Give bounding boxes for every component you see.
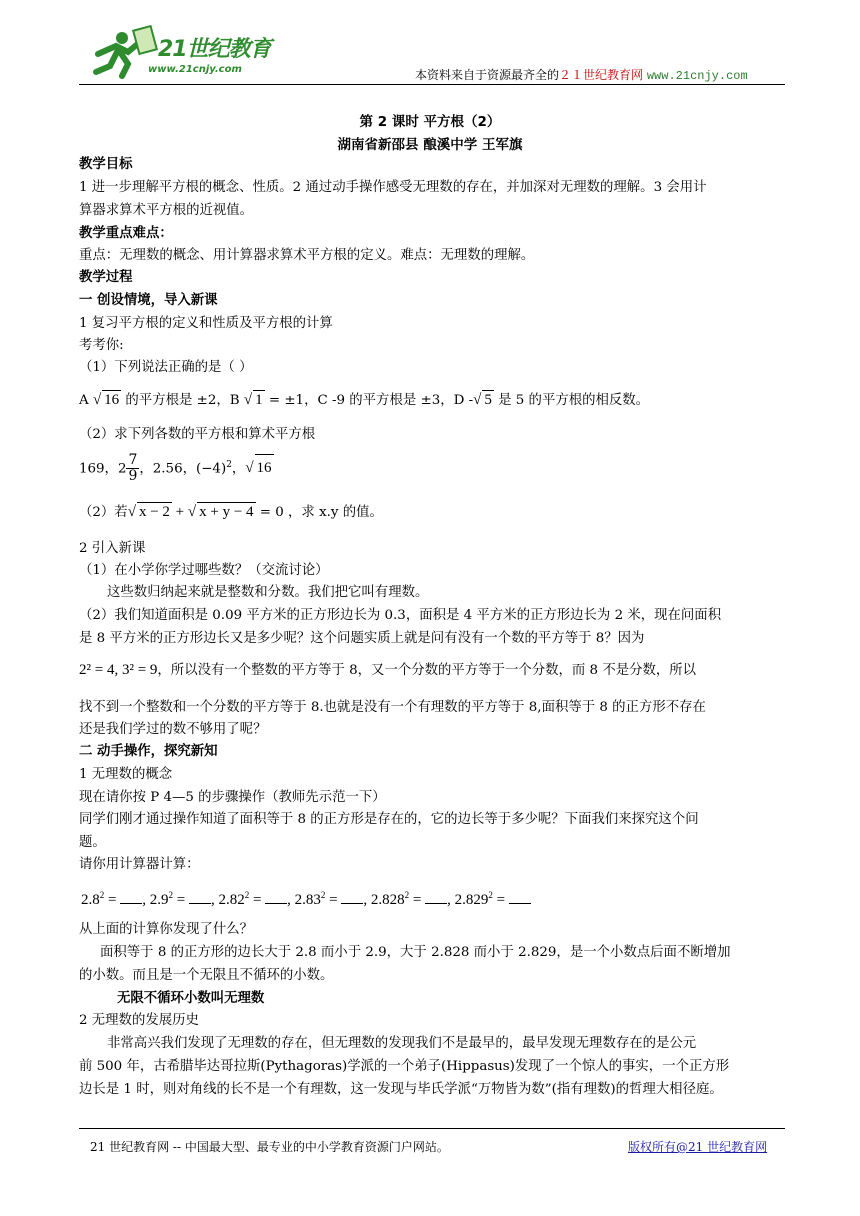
calc-row: $2.8^2$ = , $2.9^2$ = , $2.82^2$ = , $2.83^2$ = , $2.828^2$ = , $2.829^2$ = — [81, 886, 531, 909]
section-2-heading: 二 动手操作，探究新知 — [79, 744, 218, 759]
process-heading: 教学过程 — [79, 270, 133, 285]
option-text: 的平方根是 ±2，B — [121, 393, 244, 408]
history-line-3: 边长是 1 时，则对角线的长不是一个有理数，这一发现与毕氏学派“万物皆为数”(指有理数)的哲理大相径庭。 — [79, 1082, 723, 1097]
quiz-label: 考考你: — [79, 338, 124, 353]
intro-p3d: 找不到一个整数和一个分数的平方等于 8.也就是没有一个有理数的平方等于 8,面积等于 8 的正方形不存在 — [79, 700, 706, 715]
radicand: x + y − 4 — [199, 504, 254, 520]
radicand: 16 — [104, 392, 120, 408]
calc-base: 2.83 — [294, 892, 321, 908]
history-line-1: 非常高兴我们发现了无理数的存在，但无理数的发现我们不是最早的，最早发现无理数存在的是公元 — [107, 1036, 697, 1051]
site-logo — [88, 24, 288, 82]
section-2-p4: 从上面的计算你发现了什么？ — [79, 922, 254, 937]
calc-base: 2.829 — [454, 892, 489, 908]
key-text: 重点：无理数的概念、用计算器求算术平方根的定义。难点：无理数的理解。 — [79, 248, 535, 263]
plus-sign: + — [171, 504, 188, 520]
section-2-p1: 现在请你按 P 4—5 的步骤操作（教师先示范一下） — [79, 790, 386, 805]
history-line-2: 前 500 年，古希腊毕达哥拉斯(Pythagoras)学派的一个弟子(Hippasus)发现了一个惊人的事实，一个正方形 — [79, 1059, 730, 1074]
expr-text: = 0 ，求 x.y 的值。 — [255, 505, 383, 520]
header-tagline — [415, 66, 748, 83]
footer-copyright-link[interactable]: 版权所有@21 世纪教育网 — [628, 1140, 768, 1154]
intro-p2: 这些数归纳起来就是整数和分数。我们把它叫有理数。 — [107, 585, 429, 600]
footer-left: 21 世纪教育网 -- 中国最大型、最专业的中小学教育资源门户网站。 — [90, 1140, 449, 1154]
tagline-site[interactable]: ２１世纪教育网 — [559, 68, 644, 82]
exponent: 2 — [226, 460, 232, 470]
question-3: （2）若√ x − 2 + √ x + y − 4 = 0 ，求 x.y 的值。 — [79, 504, 383, 520]
irrational-definition: 无限不循环小数叫无理数 — [117, 991, 265, 1006]
section-2-item-1: 1 无理数的概念 — [79, 767, 173, 782]
expr-text: ，2.56，(−4) — [139, 461, 227, 477]
expr-text: （2）若 — [79, 505, 128, 520]
section-1-item: 1 复习平方根的定义和性质及平方根的计算 — [79, 316, 333, 331]
radicand: 16 — [255, 454, 274, 481]
key-heading: 教学重点难点： — [79, 226, 173, 241]
section-1-heading: 一 创设情境，导入新课 — [79, 293, 218, 308]
expr-text: ， — [231, 461, 246, 477]
calc-blank[interactable] — [341, 891, 363, 904]
option-text: = ±1，C -9 的平方根是 ±3，D - — [264, 393, 474, 408]
tagline-text: 本资料来自于资源最齐全的 — [415, 68, 560, 82]
goals-heading: 教学目标 — [79, 157, 133, 172]
question-2: （2）求下列各数的平方根和算术平方根 — [79, 427, 316, 442]
radicand: 1 — [255, 392, 263, 408]
question-1: （1）下列说法正确的是（ ） — [79, 360, 253, 375]
radicand: 5 — [484, 392, 492, 408]
section-2-item-2: 2 无理数的发展历史 — [79, 1013, 199, 1028]
calc-blank[interactable] — [265, 891, 287, 904]
intro-p1: （1）在小学你学过哪些数？（交流讨论） — [79, 563, 329, 578]
logo-text: 21世纪教育 — [158, 37, 271, 62]
option-text: 是 5 的平方根的相反数。 — [493, 393, 650, 408]
calc-base: 2.8 — [81, 892, 100, 908]
calc-blank[interactable] — [509, 891, 531, 904]
section-2-p5b: 的小数。而且是一个无限且不循环的小数。 — [79, 968, 334, 983]
intro-p3e: 还是我们学过的数不够用了呢？ — [79, 722, 267, 737]
expr-text: 169，2 — [79, 461, 127, 477]
calc-base: 2.9 — [149, 892, 169, 908]
intro-p3b: 是 8 平方米的正方形边长又是多少呢？这个问题实质上就是问有没有一个数的平方等于 8？因为 — [79, 631, 645, 646]
logo-url: www.21cnjy.com — [148, 64, 242, 75]
question-1-options: A √ 16 的平方根是 ±2，B √ 1 = ±1，C -9 的平方根是 ±3，D -√ 5 是 5 的平方根的相反数。 — [79, 392, 650, 408]
mixed-fraction: $\frac{7}{9}$ — [128, 452, 138, 485]
calc-blank[interactable] — [189, 891, 211, 904]
goals-line-2: 算器求算术平方根的近视值。 — [79, 203, 254, 218]
intro-p3a: （2）我们知道面积是 0.09 平方米的正方形边长为 0.3，面积是 4 平方米的正方形边长为 2 米，现在问面积 — [79, 608, 722, 623]
section-2-p2b: 题。 — [79, 835, 106, 850]
goals-line-1: 1 进一步理解平方根的概念、性质。2 通过动手操作感受无理数的存在，并加深对无理数的理解。3 会用计 — [79, 180, 707, 195]
tagline-url[interactable]: www.21cnjy.com — [646, 69, 748, 83]
math-expr: 2² = 4, 3² = 9 — [79, 662, 158, 678]
calc-blank[interactable] — [425, 891, 447, 904]
section-2-p3: 请你用计算器计算： — [79, 857, 200, 872]
intro-heading: 2 引入新课 — [79, 541, 146, 556]
section-2-p2a: 同学们刚才通过操作知道了面积等于 8 的正方形是存在的，它的边长等于多少呢？下面我们来探究这个问 — [79, 812, 699, 827]
radicand: x − 2 — [138, 504, 170, 520]
intro-p3c-text: ，所以没有一个整数的平方等于 8，又一个分数的平方等于一个分数，而 8 不是分数，所以 — [157, 663, 697, 678]
calc-base: 2.82 — [218, 892, 245, 908]
footer-rule — [79, 1128, 785, 1129]
lesson-title: 第 2 课时 平方根（2） — [359, 114, 501, 130]
lesson-author: 湖南省新邵县 酿溪中学 王军旗 — [337, 137, 523, 153]
section-2-p5a: 面积等于 8 的正方形的边长大于 2.8 而小于 2.9，大于 2.828 而小于 2.829，是一个小数点后面不断增加 — [100, 945, 731, 960]
option-a-label: A — [79, 393, 93, 408]
calc-blank[interactable] — [120, 891, 142, 904]
question-2-expr: 169，2 $\frac{7}{9}$ ，2.56，$(-4)^2$，√ 16 — [79, 452, 272, 485]
header-rule — [79, 84, 785, 85]
intro-p3c — [79, 661, 696, 680]
calc-base: 2.828 — [370, 892, 405, 908]
